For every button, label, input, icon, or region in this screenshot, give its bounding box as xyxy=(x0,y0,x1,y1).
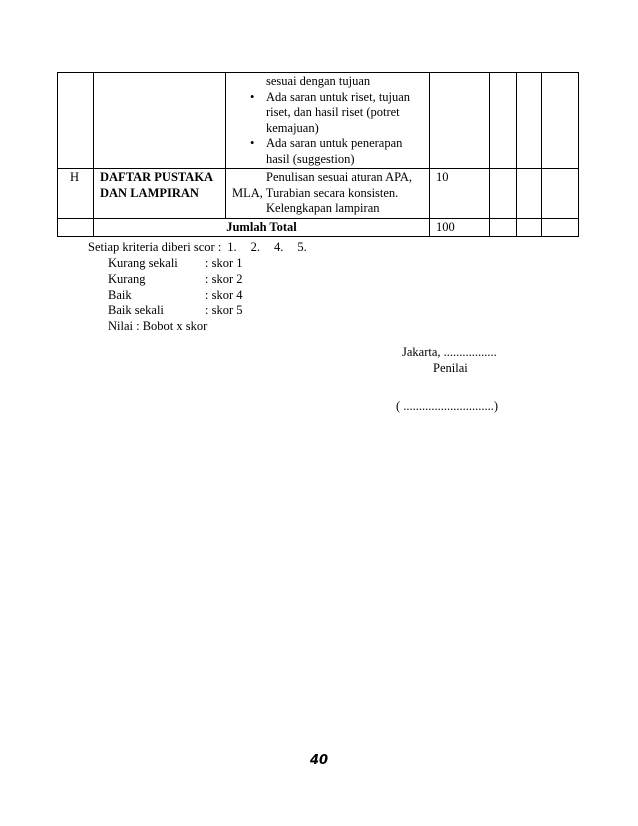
table-row xyxy=(58,169,579,219)
level-label: Kurang xyxy=(108,271,146,286)
level-score: : skor 5 xyxy=(205,303,243,318)
criteria-text: Penulisan sesuai aturan APA, MLA, Turabian secara konsisten. xyxy=(232,170,413,200)
score-cell xyxy=(490,218,517,237)
code-cell: H xyxy=(58,169,94,219)
code-cell xyxy=(58,218,94,237)
assessor-role: Penilai xyxy=(433,361,468,375)
score-cell xyxy=(517,169,542,219)
code-cell xyxy=(58,73,94,169)
total-weight: 100 xyxy=(430,218,490,237)
value-cell xyxy=(542,218,579,237)
weight-cell: 10 xyxy=(430,169,490,219)
assessor-name-placeholder: ( .............................) xyxy=(396,399,499,413)
page-number: 40 xyxy=(309,753,329,768)
criteria-intro-line xyxy=(88,240,321,256)
level-label: Kurang sekali xyxy=(108,256,178,270)
level-row xyxy=(108,256,243,272)
criteria-cell xyxy=(226,169,430,219)
aspect-cell: DAFTAR PUSTAKA DAN LAMPIRAN xyxy=(94,169,226,219)
score-option: 4. xyxy=(274,240,284,254)
level-score: : skor 2 xyxy=(205,271,243,286)
rubric-table xyxy=(57,72,579,237)
weight-cell xyxy=(430,73,490,169)
criteria-bullet: • Ada saran untuk riset, tujuan riset, dan hasil riset (potret kemajuan) xyxy=(266,90,423,137)
table-row xyxy=(58,73,579,169)
score-option: 5. xyxy=(297,240,307,254)
score-cell xyxy=(517,218,542,237)
aspect-cell xyxy=(94,73,226,169)
criteria-text: sesuai dengan tujuan xyxy=(266,74,371,88)
level-label: Baik xyxy=(108,287,132,302)
criteria-bullet: • Ada saran untuk penerapan hasil (suggestion) xyxy=(266,136,423,167)
total-label: Jumlah Total xyxy=(94,218,430,237)
criteria-text: Kelengkapan lampiran xyxy=(266,201,380,215)
criteria-cell xyxy=(226,73,430,169)
score-cell xyxy=(490,169,517,219)
place-date: Jakarta, ................. xyxy=(402,345,497,359)
formula: Nilai : Bobot x skor xyxy=(108,319,208,334)
level-score: : skor 1 xyxy=(205,256,243,270)
level-label: Baik sekali xyxy=(108,303,164,318)
level-score: : skor 4 xyxy=(205,287,243,302)
score-cell xyxy=(490,73,517,169)
level-row xyxy=(108,288,243,304)
level-row xyxy=(108,272,243,288)
score-cell xyxy=(517,73,542,169)
criteria-intro: Setiap kriteria diberi scor : xyxy=(88,240,222,254)
total-row xyxy=(58,218,579,237)
value-cell xyxy=(542,73,579,169)
score-levels xyxy=(108,256,243,335)
level-row xyxy=(108,303,243,319)
score-option: 1. xyxy=(227,240,237,254)
score-option: 2. xyxy=(250,240,261,254)
value-cell xyxy=(542,169,579,219)
